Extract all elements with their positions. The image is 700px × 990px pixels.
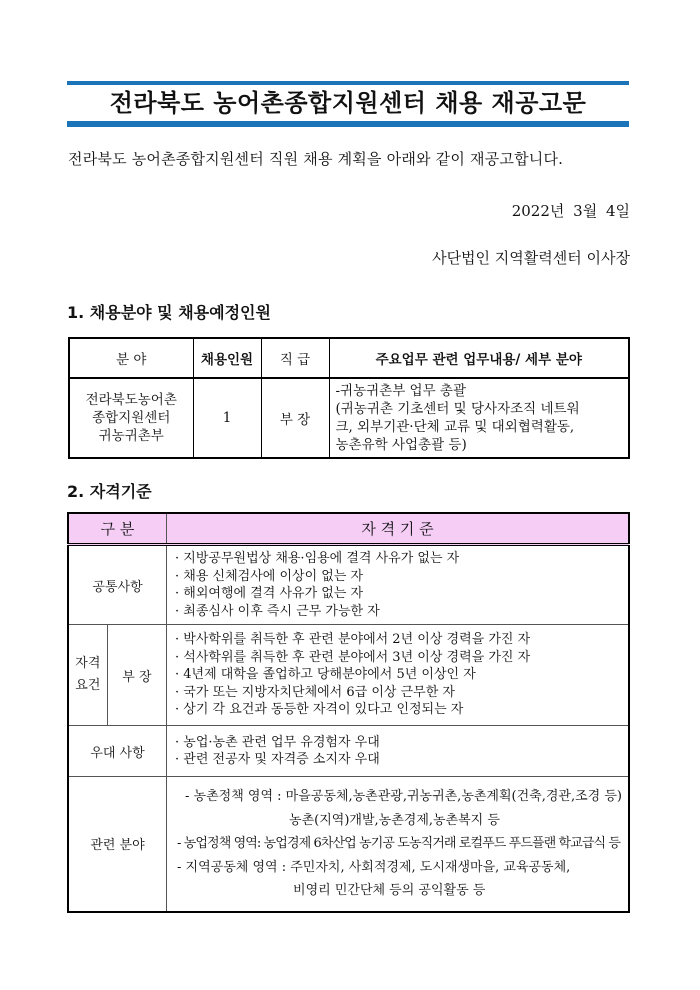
- list-item: · 채용 신체검사에 이상이 없는 자: [175, 568, 364, 584]
- rank-cell: 부 장: [261, 378, 329, 458]
- header-criteria: 자 격 기 준: [167, 513, 629, 545]
- related-label: 관련 분야: [68, 777, 167, 912]
- field-line: 전라북도농어촌: [85, 392, 177, 408]
- common-row: [68, 545, 629, 625]
- list-item: · 관련 전공자 및 자격증 소지자 우대: [175, 752, 380, 767]
- list-item: · 상기 각 요건과 동등한 자격이 있다고 인정되는 자: [175, 702, 464, 718]
- common-items: [167, 545, 629, 625]
- list-item: · 농업·농촌 관련 업무 유경험자 우대: [175, 734, 380, 750]
- label-line: 자격: [75, 656, 101, 671]
- related-items: [167, 777, 629, 912]
- list-item: · 국가 또는 지방자치단체에서 6급 이상 근무한 자: [175, 684, 455, 700]
- section1-heading: 1. 채용분야 및 채용예정인원: [67, 303, 271, 322]
- preference-row: [68, 726, 629, 777]
- list-item: · 지방공무원법상 채용·임용에 결격 사유가 없는 자: [175, 551, 460, 566]
- qualification-table: [67, 512, 630, 913]
- intro-text: 전라북도 농어촌종합지원센터 직원 채용 계획을 아래와 같이 재공고합니다.: [68, 150, 564, 168]
- list-item: - 농업정책 영역: 농업경제 6차산업 농기공 도농직거래 로컬푸드 푸드플랜 학교급식 등: [177, 836, 621, 851]
- announcement-date: 2022년 3월 4일: [511, 202, 630, 220]
- duty-line: (귀농귀촌 기초센터 및 당사자조직 네트워: [335, 401, 580, 417]
- header-count: 채용인원: [193, 338, 261, 378]
- common-label: 공통사항: [68, 545, 167, 625]
- qualification-header-row: [68, 513, 629, 545]
- page-title: 전라북도 농어촌종합지원센터 채용 재공고문: [109, 89, 587, 117]
- table-header-row: [69, 338, 629, 378]
- organization-signature: 사단법인 지역활력센터 이사장: [432, 249, 630, 267]
- title-bottom-bar: [67, 121, 629, 127]
- list-item: · 최종심사 이후 즉시 근무 가능한 자: [175, 603, 380, 619]
- recruitment-table: [68, 337, 630, 459]
- header-category: 구 분: [68, 513, 167, 545]
- requirements-label: [68, 625, 107, 726]
- requirements-row: [68, 625, 629, 726]
- label-line: 요건: [75, 678, 101, 693]
- preference-label: 우대 사항: [68, 726, 167, 777]
- preference-items: [167, 726, 629, 777]
- title-block: [67, 81, 629, 127]
- list-item: - 지역공동체 영역 : 주민자치, 사회적경제, 도시재생마을, 교육공동체,: [177, 859, 571, 875]
- list-item: · 해외여행에 결격 사유가 없는 자: [175, 586, 364, 601]
- list-item: · 박사학위를 취득한 후 관련 분야에서 2년 이상 경력을 가진 자: [175, 632, 531, 648]
- duties-cell: [329, 378, 629, 458]
- list-item: · 4년제 대학을 졸업하고 당해분야에서 5년 이상인 자: [175, 667, 476, 683]
- field-line: 종합지원센터: [92, 410, 171, 426]
- field-cell: [69, 378, 193, 458]
- duty-line: 농촌유학 사업총괄 등): [335, 437, 467, 453]
- header-duties: 주요업무 관련 업무내용/ 세부 분야: [329, 338, 629, 378]
- header-rank: 직 급: [261, 338, 329, 378]
- list-item: - 농촌정책 영역 : 마을공동체,농촌관광,귀농귀촌,농촌계획(건축,경관,조경 등): [185, 789, 622, 804]
- list-item: 비영리 민간단체 등의 공익활동 등: [293, 883, 486, 898]
- duty-line: 크, 외부기관·단체 교류 및 대외협력활동,: [335, 419, 575, 435]
- requirements-rank: 부 장: [107, 625, 166, 726]
- header-field: 분 야: [69, 338, 193, 378]
- table-row: [69, 378, 629, 458]
- count-cell: 1: [193, 378, 261, 458]
- related-row: [68, 777, 629, 912]
- list-item: 농촌(지역)개발,농촌경제,농촌복지 등: [289, 812, 500, 828]
- section2-heading: 2. 자격기준: [67, 482, 152, 501]
- duty-line: -귀농귀촌부 업무 총괄: [335, 383, 467, 399]
- list-item: · 석사학위를 취득한 후 관련 분야에서 3년 이상 경력을 가진 자: [175, 649, 531, 665]
- requirements-items: [167, 625, 629, 726]
- field-line: 귀농귀촌부: [98, 428, 164, 444]
